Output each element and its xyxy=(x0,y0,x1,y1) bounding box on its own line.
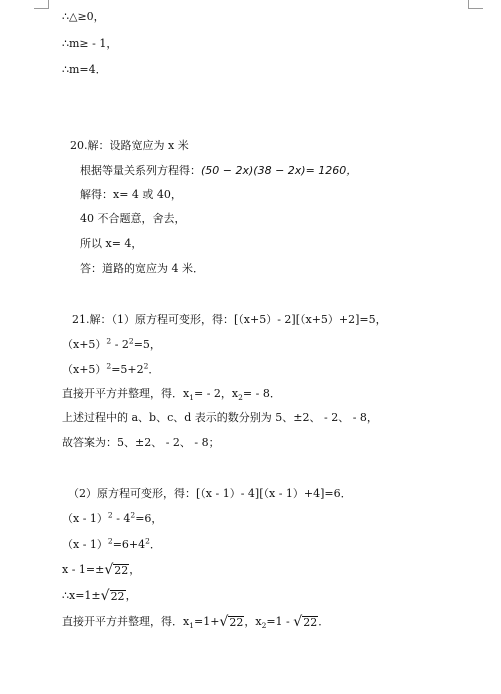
step-text: =1 - xyxy=(266,615,294,628)
step-text: ，x xyxy=(244,615,262,628)
subscript: 1 xyxy=(189,393,194,403)
top-line-1: ∴△≥0， xyxy=(62,10,105,23)
step-text: （x - 1） xyxy=(62,512,108,525)
step-text: - 2 xyxy=(111,338,129,351)
q21-p2-step4 xyxy=(62,589,137,603)
radicand: 22 xyxy=(114,564,129,577)
q21-p2-step2 xyxy=(62,538,161,552)
exponent: 2 xyxy=(145,536,150,546)
q21-heading xyxy=(72,313,387,327)
q21-p2-step1 xyxy=(62,512,162,526)
step-text: ． xyxy=(148,363,160,376)
q21-number: 21.解： xyxy=(72,313,112,326)
step-text: x - 1=± xyxy=(62,563,105,576)
q21-part1-heading: （1）原方程可变形，得：[（x+5）- 2][（x+5）+2]=5， xyxy=(111,313,387,326)
q21-p1-step2 xyxy=(62,363,159,377)
exponent: 2 xyxy=(143,361,149,371)
radicand: 22 xyxy=(229,616,244,629)
step-text: ． xyxy=(149,538,161,551)
step-text: ． xyxy=(318,615,330,628)
subscript: 2 xyxy=(238,393,243,403)
step-text: =5， xyxy=(133,338,161,351)
sqrt-symbol: √ 22 xyxy=(219,614,244,630)
exponent: 2 xyxy=(107,510,113,520)
step-text: = - 8． xyxy=(242,387,281,400)
exponent: 2 xyxy=(106,361,112,371)
step-text: = - 2，x xyxy=(193,387,239,400)
radicand: 22 xyxy=(303,616,318,629)
subscript: 1 xyxy=(189,621,194,631)
step-text: （x+5） xyxy=(62,338,107,351)
step-text: 直接开平方并整理，得．x xyxy=(62,615,190,628)
sqrt-symbol: √ 22 xyxy=(100,588,125,604)
step-text: （x+5） xyxy=(62,363,107,376)
q21-p1-step5: 故答案为：5、±2、 - 2、 - 8； xyxy=(62,436,220,449)
q21-p2-step5 xyxy=(62,615,329,629)
q20-heading: 20.解：设路宽应为 x 米 xyxy=(70,139,189,152)
top-line-3: ∴m=4． xyxy=(62,63,107,76)
q20-equation-formula: (50 − 2x)(38 − 2x)= 1260， xyxy=(201,164,358,177)
sqrt-symbol: √ 22 xyxy=(293,614,318,630)
step-text: 直接开平方并整理，得．x xyxy=(62,387,190,400)
step-text: =6， xyxy=(135,512,163,525)
step-text: =1+ xyxy=(193,615,220,628)
q20-answer-line: 答：道路的宽应为 4 米． xyxy=(80,262,204,275)
exponent: 2 xyxy=(107,536,113,546)
sqrt-symbol: √ 22 xyxy=(104,562,129,578)
step-text: ∴x=1± xyxy=(62,589,101,602)
q21-part2-heading: （2）原方程可变形，得：[（x - 1）- 4][（x - 1）+4]=6． xyxy=(68,487,352,500)
top-line-2: ∴m≥ - 1， xyxy=(62,37,118,50)
q21-p1-step3 xyxy=(62,387,281,401)
exponent: 2 xyxy=(106,336,112,346)
page-corner-mark-left xyxy=(34,0,49,9)
radicand: 22 xyxy=(110,590,125,603)
step-text: （x - 1） xyxy=(62,538,108,551)
step-text: =5+2 xyxy=(111,363,144,376)
q21-p1-step1 xyxy=(62,338,161,352)
step-text: - 4 xyxy=(112,512,131,525)
q20-reject-line: 40 不合题意，舍去， xyxy=(80,212,186,225)
q21-p2-step3 xyxy=(62,563,140,577)
exponent: 2 xyxy=(128,336,134,346)
page-corner-mark-right xyxy=(468,0,483,9)
q20-solve-line: 解得：x= 4 或 40， xyxy=(80,188,182,201)
step-text: =6+4 xyxy=(112,538,146,551)
step-text: ， xyxy=(129,563,141,576)
subscript: 2 xyxy=(261,621,267,631)
q20-so-line: 所以 x= 4， xyxy=(80,237,143,250)
exponent: 2 xyxy=(130,510,136,520)
step-text: ， xyxy=(125,589,137,602)
q20-equation-prefix: 根据等量关系列方程得： xyxy=(80,164,201,177)
q21-p1-step4: 上述过程中的 a、b、c、d 表示的数分别为 5、±2、 - 2、 - 8， xyxy=(62,411,378,424)
q20-equation-line xyxy=(80,164,357,178)
